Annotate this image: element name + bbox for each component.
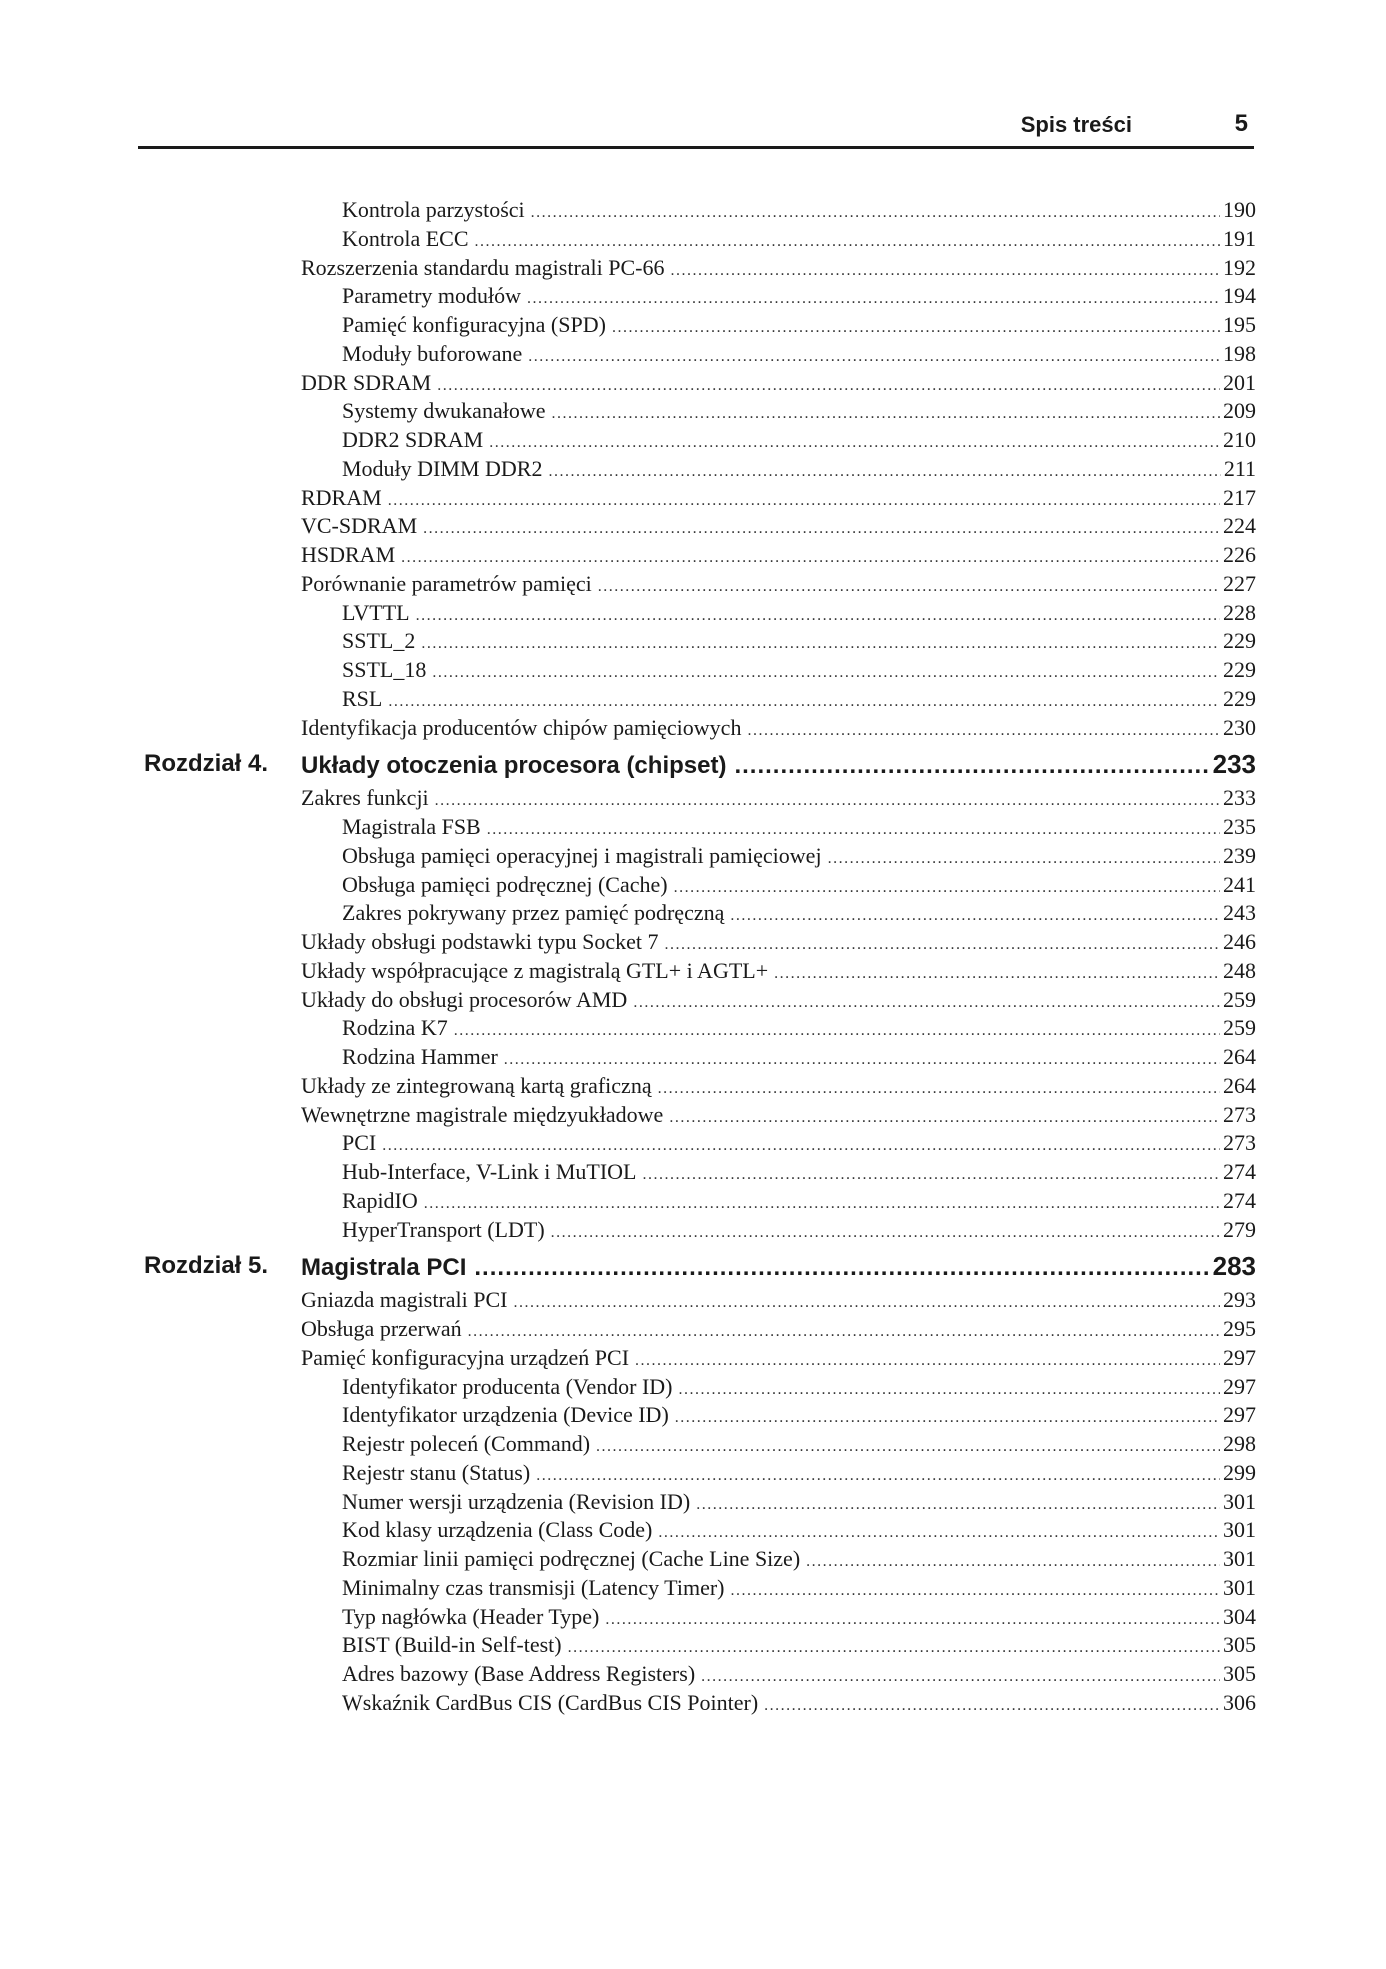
entry-page-number: 229 [1223,657,1256,682]
toc-subsection-entry [0,1129,1386,1158]
dot-leader [774,960,1220,988]
dot-leader [642,1161,1220,1189]
entry-page-number: 195 [1223,312,1256,337]
entry-title: Kod klasy urządzenia (Class Code) [342,1517,653,1543]
entry-page-number: 304 [1223,1603,1256,1629]
entry-title: Typ nagłówka (Header Type) [342,1603,600,1629]
dot-leader [423,515,1220,543]
dot-leader [701,1663,1220,1691]
toc-subsection-entry [0,1545,1386,1574]
toc-subsection-entry [0,1430,1386,1459]
page-number: 5 [1234,110,1248,137]
entry-title: Identyfikator urządzenia (Device ID) [342,1402,669,1428]
toc-subsection-entry [0,282,1386,311]
toc-subsection-entry [0,1216,1386,1245]
toc-section-entry [0,928,1386,957]
dot-leader [806,1548,1220,1576]
dot-leader [764,1692,1220,1720]
entry-title: Kontrola ECC [342,225,469,251]
entry-title: Kontrola parzystości [342,197,525,222]
entry-page-number: 224 [1223,513,1256,539]
entry-title: DDR2 SDRAM [342,427,484,452]
toc-subsection-entry [0,842,1386,871]
entry-page-number: 190 [1223,197,1256,222]
entry-title: LVTTL [342,599,410,625]
toc-section-entry [0,570,1386,599]
entry-title: Moduły buforowane [342,340,523,366]
entry-title: VC-SDRAM [301,513,418,539]
toc-subsection-entry [0,196,1386,225]
toc-subsection-entry [0,685,1386,714]
entry-title: Systemy dwukanałowe [342,398,546,424]
chapter-page-number: 233 [1212,749,1256,780]
toc-subsection-entry [0,1631,1386,1660]
dot-leader [416,602,1220,630]
dot-leader [504,1046,1220,1074]
page-header [138,108,1254,149]
dot-leader [551,1219,1220,1247]
entry-page-number: 299 [1223,1459,1256,1485]
dot-leader [388,688,1220,716]
entry-page-number: 217 [1223,484,1256,510]
toc-subsection-entry [0,1043,1386,1072]
entry-title: Rozmiar linii pamięci podręcznej (Cache Line Size) [342,1546,801,1571]
entry-page-number: 274 [1223,1159,1256,1184]
toc-subsection-entry [0,1014,1386,1043]
toc-chapter-heading [0,1246,1386,1286]
dot-leader [596,1433,1220,1461]
toc-section-entry [0,1072,1386,1101]
toc-section-entry [0,369,1386,398]
toc-section-entry [0,714,1386,743]
entry-title: Rodzina K7 [342,1015,448,1041]
dot-leader [388,487,1220,515]
toc-subsection-entry [0,1516,1386,1545]
toc-subsection-entry [0,397,1386,426]
toc-subsection-entry [0,899,1386,928]
entry-title: Pamięć konfiguracyjna urządzeń PCI [301,1344,630,1370]
toc-subsection-entry [0,225,1386,254]
entry-page-number: 198 [1223,340,1256,366]
entry-page-number: 227 [1223,570,1256,596]
dot-leader [605,1606,1220,1634]
toc-section-entry [0,784,1386,813]
entry-title: Układy obsługi podstawki typu Socket 7 [301,929,659,954]
entry-page-number: 259 [1223,1015,1256,1041]
dot-leader [635,1347,1220,1375]
entry-page-number: 305 [1223,1661,1256,1686]
entry-page-number: 229 [1223,685,1256,711]
toc-section-entry [0,957,1386,986]
entry-page-number: 301 [1223,1517,1256,1543]
entry-title: Układy do obsługi procesorów AMD [301,986,628,1012]
dot-leader [551,400,1220,428]
toc-section-entry [0,512,1386,541]
entry-page-number: 201 [1223,369,1256,395]
toc-subsection-entry [0,871,1386,900]
dot-leader [612,314,1220,342]
entry-page-number: 297 [1223,1344,1256,1370]
toc-section-entry [0,986,1386,1015]
dot-leader [536,1462,1220,1490]
entry-title: PCI [342,1130,377,1156]
chapter-label: Rozdział 4. [144,750,269,778]
dot-leader [664,931,1220,959]
dot-leader [730,902,1220,930]
entry-title: SSTL_2 [342,628,416,654]
entry-page-number: 235 [1223,814,1256,839]
entry-title: Identyfikator producenta (Vendor ID) [342,1373,673,1399]
entry-page-number: 209 [1223,398,1256,424]
dot-leader [747,717,1220,745]
toc-section-entry [0,1101,1386,1130]
dot-leader [669,1104,1220,1132]
entry-page-number: 226 [1223,542,1256,567]
chapter-page-number: 283 [1212,1251,1256,1282]
entry-title: Gniazda magistrali PCI [301,1287,508,1313]
entry-title: HyperTransport (LDT) [342,1216,545,1242]
entry-title: RapidIO [342,1187,418,1213]
dot-leader [487,816,1220,844]
toc-section-entry [0,1344,1386,1373]
chapter-title: Magistrala PCI [301,1254,467,1282]
dot-leader [531,199,1220,227]
dot-leader [671,257,1220,285]
entry-title: Obsługa pamięci operacyjnej i magistrali pamięciowej [342,842,822,868]
entry-page-number: 297 [1223,1402,1256,1428]
entry-page-number: 305 [1223,1632,1256,1658]
toc-subsection-entry [0,1488,1386,1517]
dot-leader [568,1634,1220,1662]
dot-leader [674,874,1220,902]
entry-page-number: 259 [1223,986,1256,1012]
entry-title: Zakres funkcji [301,785,429,811]
toc-subsection-entry [0,1603,1386,1632]
entry-page-number: 191 [1223,225,1256,251]
toc-section-entry [0,1315,1386,1344]
dot-leader [401,544,1220,572]
entry-title: Rodzina Hammer [342,1044,498,1069]
toc-subsection-entry [0,311,1386,340]
entry-page-number: 279 [1223,1216,1256,1242]
entry-page-number: 248 [1223,957,1256,983]
toc-subsection-entry [0,1459,1386,1488]
entry-page-number: 293 [1223,1287,1256,1313]
dot-leader [435,787,1220,815]
dot-leader [489,429,1220,457]
entry-page-number: 246 [1223,929,1256,954]
entry-page-number: 230 [1223,714,1256,740]
entry-title: Numer wersji urządzenia (Revision ID) [342,1488,691,1514]
entry-title: Układy współpracujące z magistralą GTL+ i AGTL+ [301,957,769,983]
entry-page-number: 211 [1223,455,1256,481]
toc-subsection-entry [0,1689,1386,1718]
dot-leader [678,1376,1220,1404]
entry-title: Zakres pokrywany przez pamięć podręczną [342,900,725,926]
toc-section-entry [0,254,1386,283]
toc-subsection-entry [0,656,1386,685]
toc-section-entry [0,1286,1386,1315]
entry-title: Obsługa przerwań [301,1316,462,1341]
chapter-title: Układy otoczenia procesora (chipset) [301,752,727,780]
entry-page-number: 241 [1223,871,1256,897]
entry-page-number: 243 [1223,900,1256,926]
toc-chapter-heading [0,744,1386,784]
entry-page-number: 301 [1223,1488,1256,1514]
dot-leader [658,1519,1220,1547]
entry-title: RSL [342,685,383,711]
dot-leader [514,1289,1220,1317]
entry-page-number: 233 [1223,785,1256,811]
dot-leader [432,659,1220,687]
entry-page-number: 274 [1223,1187,1256,1213]
entry-title: Hub-Interface, V-Link i MuTIOL [342,1159,637,1184]
entry-title: Rejestr stanu (Status) [342,1459,531,1485]
entry-page-number: 192 [1223,254,1256,280]
toc-subsection-entry [0,340,1386,369]
entry-title: Identyfikacja producentów chipów pamięciowych [301,714,742,740]
dot-leader [468,1318,1220,1346]
dot-leader [528,343,1220,371]
dot-leader [437,372,1220,400]
running-title: Spis treści [1020,112,1132,137]
entry-page-number: 273 [1223,1130,1256,1156]
entry-title: Układy ze zintegrowaną kartą graficzną [301,1072,652,1098]
dot-leader [696,1491,1220,1519]
dot-leader [382,1132,1220,1160]
entry-title: Parametry modułów [342,283,522,309]
entry-page-number: 228 [1223,599,1256,625]
dot-leader [828,845,1220,873]
toc-subsection-entry [0,1660,1386,1689]
entry-page-number: 239 [1223,842,1256,868]
dot-leader [424,1190,1220,1218]
entry-page-number: 298 [1223,1431,1256,1456]
dot-leader [633,989,1220,1017]
toc-subsection-entry [0,1574,1386,1603]
dot-leader [527,285,1220,313]
dot-leader [548,458,1220,486]
dot-leader [675,1404,1220,1432]
toc-subsection-entry [0,1187,1386,1216]
toc-section-entry [0,484,1386,513]
toc-subsection-entry [0,1401,1386,1430]
toc-subsection-entry [0,426,1386,455]
entry-title: Porównanie parametrów pamięci [301,570,592,596]
entry-page-number: 297 [1223,1373,1256,1399]
entry-title: Moduły DIMM DDR2 [342,455,543,481]
toc-section-entry [0,541,1386,570]
entry-title: HSDRAM [301,542,396,567]
entry-page-number: 210 [1223,427,1256,452]
dot-leader [658,1075,1220,1103]
entry-page-number: 229 [1223,628,1256,654]
entry-title: SSTL_18 [342,657,427,682]
entry-title: Wskaźnik CardBus CIS (CardBus CIS Pointer) [342,1689,759,1715]
entry-title: Wewnętrzne magistrale międzyukładowe [301,1101,664,1127]
entry-page-number: 194 [1223,283,1256,309]
entry-title: Adres bazowy (Base Address Registers) [342,1661,696,1686]
entry-page-number: 295 [1223,1316,1256,1341]
toc-subsection-entry [0,627,1386,656]
dot-leader [474,1248,1210,1288]
toc-subsection-entry [0,599,1386,628]
entry-title: Pamięć konfiguracyjna (SPD) [342,312,606,337]
entry-title: DDR SDRAM [301,369,432,395]
entry-page-number: 264 [1223,1072,1256,1098]
dot-leader [598,573,1220,601]
entry-page-number: 301 [1223,1574,1256,1600]
entry-page-number: 264 [1223,1044,1256,1069]
table-of-contents [0,196,1386,1718]
dot-leader [731,1577,1221,1605]
dot-leader [734,746,1210,786]
entry-title: BIST (Build-in Self-test) [342,1632,562,1658]
chapter-label: Rozdział 5. [144,1252,269,1280]
entry-title: Rejestr poleceń (Command) [342,1431,591,1456]
dot-leader [454,1017,1220,1045]
toc-subsection-entry [0,455,1386,484]
dot-leader [421,630,1220,658]
entry-title: RDRAM [301,484,382,510]
toc-subsection-entry [0,1373,1386,1402]
toc-subsection-entry [0,813,1386,842]
entry-page-number: 306 [1223,1689,1256,1715]
entry-title: Obsługa pamięci podręcznej (Cache) [342,871,668,897]
entry-page-number: 301 [1223,1546,1256,1571]
entry-title: Magistrala FSB [342,814,481,839]
entry-title: Minimalny czas transmisji (Latency Timer) [342,1574,725,1600]
entry-title: Rozszerzenia standardu magistrali PC-66 [301,254,665,280]
dot-leader [475,228,1221,256]
toc-subsection-entry [0,1158,1386,1187]
entry-page-number: 273 [1223,1101,1256,1127]
